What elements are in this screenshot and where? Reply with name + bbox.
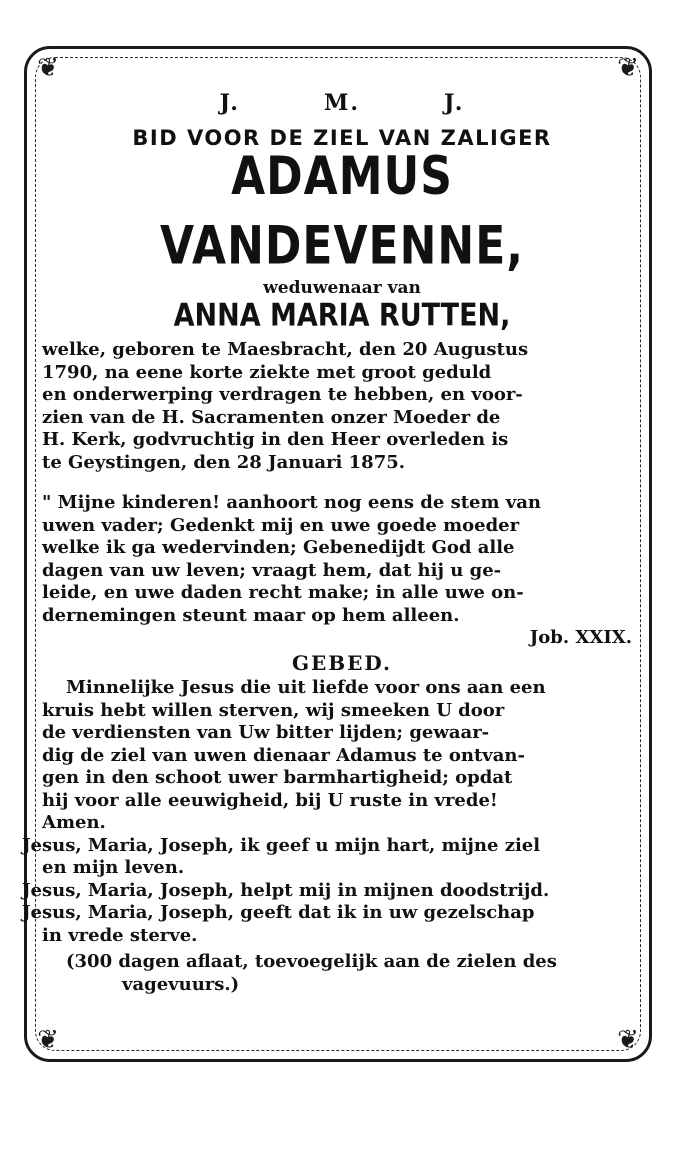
invocation-line: en mijn leven.	[42, 857, 185, 878]
invocation-line: Jesus, Maria, Joseph, geeft dat ik in uw gezelschap	[22, 902, 535, 923]
corner-ornament-top-right: ❦	[617, 53, 639, 83]
bio-line: te Geystingen, den 28 Januari 1875.	[42, 451, 406, 473]
indulgence-line: (300 dagen aflaat, toevoegelijk aan de zielen des	[66, 951, 557, 972]
scripture-quote	[42, 492, 642, 627]
quote-line: leide, en uwe daden recht make; in alle uwe on-	[42, 582, 524, 603]
prayer-line: hij voor alle eeuwigheid, bij U ruste in vrede!	[42, 789, 498, 811]
quote-source: Job. XXIX.	[529, 627, 632, 648]
widow-line: weduwenaar van	[263, 278, 421, 298]
jmj-heading	[42, 90, 642, 116]
prayer-title: GEBED.	[291, 651, 393, 675]
prayer	[42, 677, 642, 835]
deceased-name: ADAMUS VANDEVENNE,	[159, 146, 525, 277]
bid-line: BID VOOR DE ZIEL VAN ZALIGER	[132, 126, 552, 150]
biography	[42, 339, 642, 474]
quote-line: welke ik ga wedervinden; Gebenedijdt God alle	[42, 537, 515, 558]
invocation-line: in vrede sterve.	[42, 924, 198, 946]
prayer-line: Minnelijke Jesus die uit liefde voor ons aan een	[66, 677, 546, 698]
quote-line: dernemingen steunt maar op hem alleen.	[42, 604, 460, 626]
jmj-letter: M.	[323, 90, 360, 116]
indulgence-line: vagevuurs.)	[122, 973, 240, 995]
bio-line: welke, geboren te Maesbracht, den 20 Augustus	[42, 339, 529, 360]
prayer-line: kruis hebt willen sterven, wij smeeken U door	[42, 699, 505, 721]
prayer-line: de verdiensten van Uw bitter lijden; gewaar-	[42, 722, 490, 743]
prayer-line: gen in den schoot uwer barmhartigheid; opdat	[42, 767, 513, 788]
quote-line: uwen vader; Gedenkt mij en uwe goede moeder	[42, 514, 520, 536]
invocation-line: Jesus, Maria, Joseph, helpt mij in mijnen doodstrijd.	[22, 879, 550, 901]
prayer-line: dig de ziel van uwen dienaar Adamus te ontvan-	[42, 744, 525, 766]
prayer-line: Amen.	[42, 812, 106, 833]
bio-line: zien van de H. Sacramenten onzer Moeder de	[42, 406, 501, 428]
bio-line: H. Kerk, godvruchtig in den Heer overleden is	[42, 429, 509, 450]
bio-line: 1790, na eene korte ziekte met groot geduld	[42, 361, 492, 383]
corner-ornament-top-left: ❦	[37, 53, 59, 83]
jmj-letter: J.	[219, 90, 240, 116]
invocation-line: Jesus, Maria, Joseph, ik geef u mijn hart, mijne ziel	[22, 834, 541, 856]
quote-line: " Mijne kinderen! aanhoort nog eens de stem van	[42, 492, 541, 513]
bio-line: en onderwerping verdragen te hebben, en voor-	[42, 384, 523, 405]
invocations	[22, 835, 642, 948]
jmj-letter: J.	[444, 90, 465, 116]
card-content	[22, 90, 642, 996]
corner-ornament-bottom-left: ❦	[37, 1025, 59, 1055]
corner-ornament-bottom-right: ❦	[617, 1025, 639, 1055]
indulgence-note	[42, 951, 642, 996]
quote-line: dagen van uw leven; vraagt hem, dat hij u ge-	[42, 559, 502, 581]
spouse-name: ANNA MARIA RUTTEN,	[173, 297, 511, 334]
